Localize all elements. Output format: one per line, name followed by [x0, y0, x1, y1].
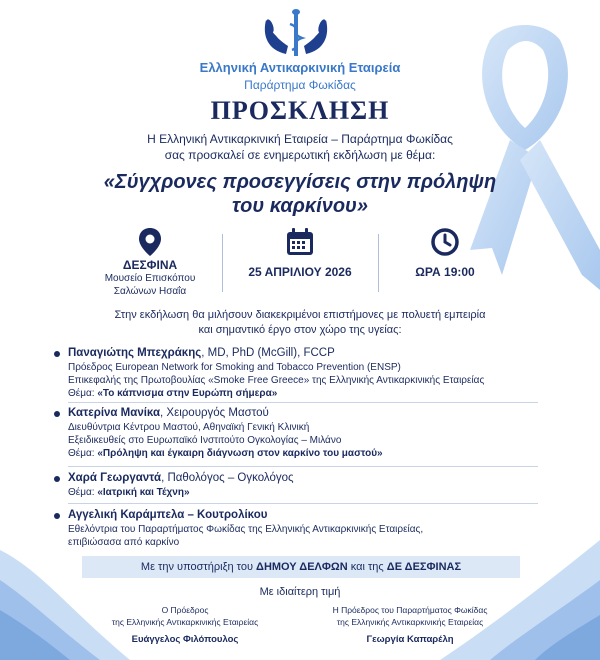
intro-line: σας προσκαλεί σε ενημερωτική εκδήλωση με θέμα:: [164, 148, 436, 162]
speaker-topic: [68, 447, 538, 460]
event-topic: [0, 170, 600, 218]
signature-title: της Ελληνικής Αντικαρκινικής Εταιρείας: [336, 617, 484, 627]
speakers-intro: [0, 308, 600, 338]
support-banner: [82, 556, 520, 578]
bullet: [54, 351, 60, 357]
topic-label: Θέμα:: [68, 487, 98, 498]
speaker-name: Χαρά Γεωργαντά: [68, 472, 162, 484]
event-venue: Μουσείο Επισκόπου: [104, 273, 196, 284]
signature-title: Η Πρόεδρος του Παραρτήματος Φωκίδας: [332, 605, 488, 615]
speaker-credentials: , Παθολόγος – Ογκολόγος: [161, 472, 294, 484]
speaker-name-line: [68, 471, 538, 486]
organization-branch: Παράρτημα Φωκίδας: [244, 78, 356, 92]
speakers-intro-line: Στην εκδήλωση θα μιλήσουν διακεκριμένοι επιστήμονες με πολυετή εμπειρία: [114, 309, 486, 321]
map-pin-icon: [139, 228, 161, 256]
support-text: Με την υποστήριξη του: [140, 561, 257, 573]
topic-title: «Το κάπνισμα στην Ευρώπη σήμερα»: [97, 388, 278, 399]
speaker-topic: [68, 387, 538, 400]
speaker-detail: Διευθύντρια Κέντρου Μαστού, Αθηναϊκή Γενική Κλινική: [68, 422, 310, 433]
separator: [68, 402, 538, 403]
separator: [68, 503, 538, 504]
calendar-icon: [286, 228, 314, 256]
event-place: ΔΕΣΦΙΝΑ: [122, 258, 178, 272]
intro-text: [0, 131, 600, 163]
bullet: [54, 513, 60, 519]
speakers-intro-line: και σημαντικό έργο στον χώρο της υγείας:: [198, 324, 402, 336]
organization-name: Ελληνική Αντικαρκινική Εταιρεία: [199, 60, 401, 75]
signature-block: [90, 604, 280, 646]
speaker-entry: [68, 346, 538, 400]
speaker-topic: [68, 486, 538, 499]
bullet: [54, 411, 60, 417]
divider: [378, 234, 379, 292]
signature-title: Ο Πρόεδρος: [161, 605, 209, 615]
invitation-heading: ΠΡΟΣΚΛΗΣΗ: [210, 96, 390, 125]
intro-line: Η Ελληνική Αντικαρκινική Εταιρεία – Παράρτημα Φωκίδας: [147, 132, 453, 146]
speaker-credentials: , Χειρουργός Μαστού: [160, 407, 269, 419]
event-date: 25 ΑΠΡΙΛΙΟΥ 2026: [248, 265, 352, 279]
topic-title: «Ιατρική και Τέχνη»: [97, 487, 190, 498]
topic-title: «Πρόληψη και έγκαιρη διάγνωση στον καρκίνο του μαστού»: [97, 448, 383, 459]
speaker-name: Κατερίνα Μανίκα: [68, 407, 161, 419]
speaker-entry: [68, 508, 538, 549]
speaker-name: Παναγιώτης Μπεχράκης: [68, 347, 202, 359]
divider: [222, 234, 223, 292]
honor-line: Με ιδιαίτερη τιμή: [259, 586, 341, 598]
organization-logo: [256, 6, 336, 62]
speaker-entry: [68, 406, 538, 460]
support-entity: ΔΕ ΔΕΣΦΙΝΑΣ: [386, 561, 462, 573]
clock-icon: [431, 228, 459, 256]
signature-block: [300, 604, 520, 646]
speaker-detail: Εθελόντρια του Παραρτήματος Φωκίδας της Ελληνικής Αντικαρκινικής Εταιρείας,: [68, 524, 424, 535]
speaker-detail: επιβιώσασα από καρκίνο: [68, 537, 180, 548]
topic-line: του καρκίνου»: [231, 195, 368, 217]
speaker-entry: [68, 471, 538, 499]
topic-label: Θέμα:: [68, 448, 98, 459]
event-venue: Σαλώνων Ησαΐα: [113, 286, 187, 297]
speaker-name-line: [68, 508, 538, 523]
separator: [68, 466, 538, 467]
support-entity: ΔΗΜΟΥ ΔΕΛΦΩΝ: [256, 561, 348, 573]
speaker-name-line: [68, 406, 538, 421]
event-time: ΩΡΑ 19:00: [415, 265, 475, 279]
signature-name: Ευάγγελος Φιλόπουλος: [131, 634, 239, 645]
topic-line: «Σύγχρονες προσεγγίσεις στην πρόληψη: [103, 171, 497, 193]
speaker-detail: Πρόεδρος European Network for Smoking and Tobacco Prevention (ENSP): [68, 362, 401, 373]
bullet: [54, 476, 60, 482]
signature-title: της Ελληνικής Αντικαρκινικής Εταιρείας: [111, 617, 259, 627]
speaker-detail: Επικεφαλής της Πρωτοβουλίας «Smoke Free Greece» της Ελληνικής Αντικαρκινικής Εταιρείας: [68, 375, 485, 386]
event-time-block: [390, 228, 500, 298]
topic-label: Θέμα:: [68, 388, 98, 399]
event-date-block: [225, 228, 375, 298]
signature-name: Γεωργία Καπαρέλη: [366, 634, 454, 645]
speaker-detail: Εξειδικευθείς στο Ευρωπαϊκό Ινστιτούτο Ογκολογίας – Μιλάνο: [68, 435, 342, 446]
support-text: και της: [347, 561, 387, 573]
event-location: [95, 228, 205, 298]
speaker-name-line: [68, 346, 538, 361]
speaker-credentials: , MD, PhD (McGill), FCCP: [201, 347, 335, 359]
speaker-name: Αγγελική Καράμπελα – Κουτρολίκου: [68, 509, 268, 521]
